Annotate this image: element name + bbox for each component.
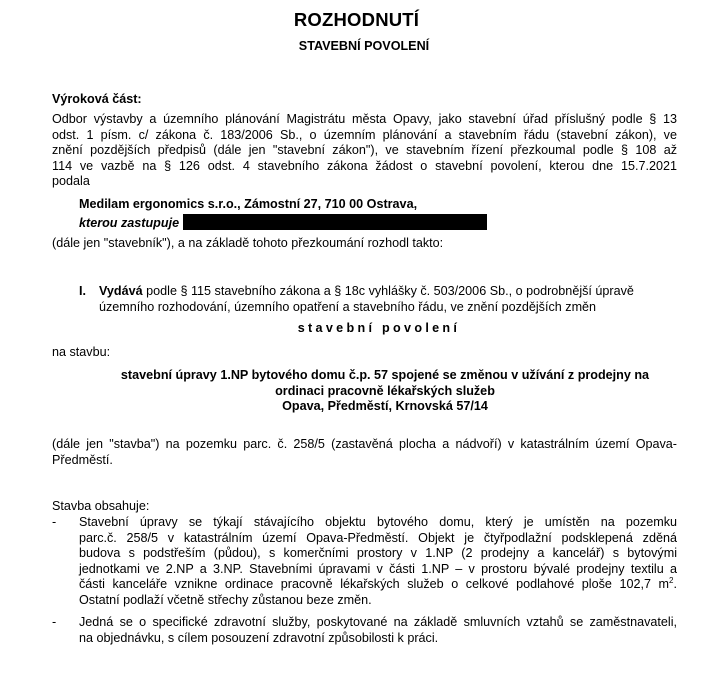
contains-heading: Stavba obsahuje: [52,499,150,513]
construction-title [52,368,713,415]
point-line-1-rest: podle § 115 stavebního zákona a § 18c vyhlášky č. 503/2006 Sb., o podrobnější úpravě [142,284,634,298]
document-title: ROZHODNUTÍ [293,9,420,30]
parcel-paragraph [52,437,677,468]
builder-note: (dále jen "stavebník"), a na základě tohoto přezkoumání rozhodl takto: [52,236,444,250]
construction-line: ordinaci pracovně lékařských služeb [275,383,495,398]
point-line-2: územního rozhodování, územního opatření a stavebního řádu, ve znění pozdějších změn [99,300,597,314]
intro-line: odst. 1 písm. c/ zákona č. 183/2006 Sb., o územním plánování a stavebním řádu (stavební zákon), ve [52,127,677,142]
list-item-line: na objednávku, s cílem posouzení zdravotní způsobilosti k práci. [79,630,439,645]
na-stavbu-label: na stavbu: [52,345,111,359]
list-item-line: jednotkami ve 2.NP a 3.NP. Stavebními úpravami v části 1.NP – v prostoru bývalé prodejny textilu a [79,561,677,576]
list-item-line: Stavební úpravy se týkají stávajícího objektu bytového domu, který je umístěn na pozemku [79,515,677,529]
list-item-line-with-unit [79,577,677,593]
list-dash: - [52,615,57,629]
parcel-line: (dále jen "stavba") na pozemku parc. č. 258/5 (zastavěná plocha a nádvoří) v katastrálním území Opava- [52,437,677,451]
list-item-line: parc.č. 258/5 v katastrálním území Opava-Předměstí. Objekt je čtyřpodlažní podsklepená zděná [79,530,677,545]
intro-line: Odbor výstavby a územního plánování Magistrátu města Opavy, jako stavební úřad příslušný podle § 13 [52,112,677,126]
list-item-line: Jedná se o specifické zdravotní služby, poskytované na základě smluvních vztahů se zaměstnavateli, [79,615,677,629]
construction-line: stavební úpravy 1.NP bytového domu č.p. 57 spojené se změnou v užívání z prodejny na [120,368,650,382]
list-item [79,515,677,609]
unit-superscript: 2 [669,576,674,586]
document-subtitle: STAVEBNÍ POVOLENÍ [298,39,430,53]
point-number: I. [79,284,86,298]
redaction-bar [183,214,487,230]
point-line-1 [99,284,634,300]
point-bold-word: Vydává [99,284,143,298]
representative-line [79,214,487,232]
intro-line: znění pozdějších předpisů (dále jen "stavební zákon"), ve stavebním řízení přezkoumal podle § 108 až [52,143,677,158]
applicant-block [79,197,487,231]
list-dash: - [52,515,57,529]
permit-heading: stavební povolení [297,321,461,335]
list-item-line: části kanceláře vznikne ordinace pracovně lékařských služeb o celkové podlahové ploše 102,7 m [79,577,670,592]
construction-line: Opava, Předměstí, Krnovská 57/14 [282,399,488,414]
parcel-line: Předměstí. [52,452,113,467]
represented-by-label: kterou zastupuje [79,215,180,230]
list-item-line: budova s podstřeším (půdou), s komerčními prostory v 1.NP (2 prodejny a kancelář) s bytovými [79,546,677,561]
list-item [79,615,677,646]
unit-period: . [673,577,677,592]
intro-line: 114 ve vazbě na § 126 odst. 4 stavebního zákona žádost o stavební povolení, kterou dne 15.7.2021 [52,158,677,173]
intro-line: podala [52,174,90,189]
applicant-line: Medilam ergonomics s.r.o., Zámostní 27, 710 00 Ostrava, [79,197,418,211]
section-heading: Výroková část: [52,92,142,106]
intro-paragraph [52,112,677,190]
list-item-line: Ostatní podlaží včetně střechy zůstanou beze změn. [79,592,372,607]
